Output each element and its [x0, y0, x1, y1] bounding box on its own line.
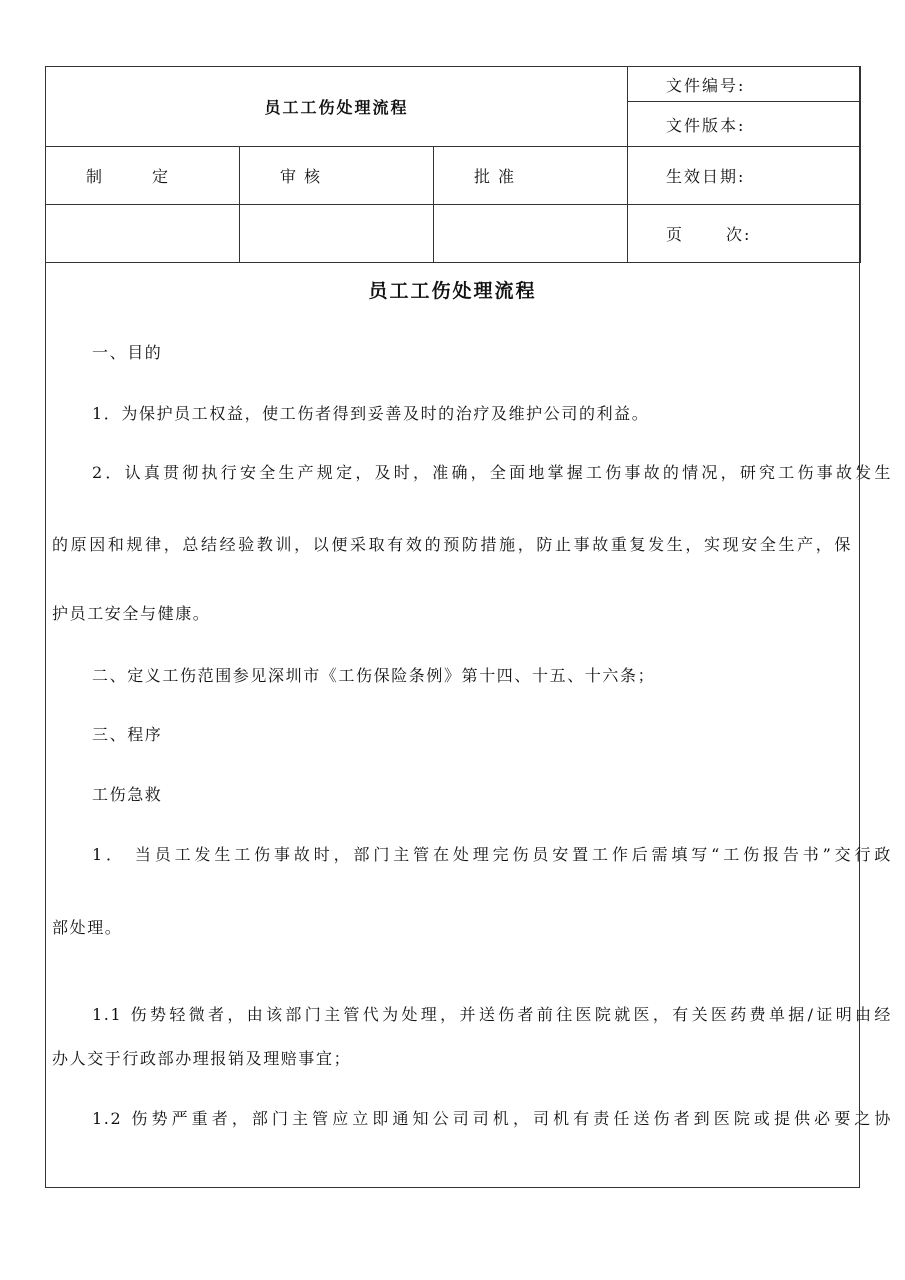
doc-number-label: 文件编号: [628, 67, 861, 102]
reviewed-by-signature-cell [240, 205, 434, 263]
paragraph-line: 办人交于行政部办理报销及理赔事宜； [52, 1049, 352, 1068]
section-heading-procedure: 三、程序 [92, 725, 163, 744]
paragraph-line: 护员工安全与健康。 [52, 604, 211, 623]
paragraph-line: 1． 当员工发生工伤事故时，部门主管在处理完伤员安置工作后需填写“工伤报告书”交行政 [92, 845, 892, 864]
page-count-label-2: 次: [726, 225, 752, 244]
paragraph-line: 1．为保护员工权益，使工伤者得到妥善及时的治疗及维护公司的利益。 [92, 404, 650, 423]
approved-by-cell [434, 147, 628, 205]
section-heading-definition: 二、定义工伤范围参见深圳市《工伤保险条例》第十四、十五、十六条； [92, 666, 656, 685]
prepared-by-cell [46, 147, 240, 205]
section-heading-purpose: 一、目的 [92, 343, 163, 362]
approved-by-signature-cell [434, 205, 628, 263]
effective-date-label: 生效日期: [628, 147, 861, 205]
prepared-by-signature-cell [46, 205, 240, 263]
reviewed-by-label: 审核 [280, 167, 322, 186]
approved-by-label: 批准 [474, 167, 516, 186]
page-count-cell [628, 205, 861, 263]
paragraph-line: 部处理。 [52, 918, 123, 937]
document-title: 员工工伤处理流程 [46, 67, 628, 147]
document-header-table [45, 66, 861, 263]
page-count-label-1: 页 [666, 225, 685, 244]
paragraph-line: 1.1 伤势轻微者，由该部门主管代为处理，并送伤者前往医院就医，有关医药费单据/证明由经 [92, 1005, 892, 1024]
reviewed-by-cell [240, 147, 434, 205]
paragraph-line: 2．认真贯彻执行安全生产规定，及时，准确，全面地掌握工伤事故的情况，研究工伤事故发生 [92, 463, 892, 482]
subsection-heading-first-aid: 工伤急救 [92, 785, 163, 804]
body-title: 员工工伤处理流程 [368, 280, 537, 302]
paragraph-line: 1.2 伤势严重者，部门主管应立即通知公司司机，司机有责任送伤者到医院或提供必要之协 [92, 1109, 892, 1128]
doc-version-label: 文件版本: [628, 102, 861, 147]
prepared-by-label: 制定 [86, 167, 170, 186]
paragraph-line: 的原因和规律，总结经验教训，以便采取有效的预防措施，防止事故重复发生，实现安全生产，保 [52, 535, 852, 554]
